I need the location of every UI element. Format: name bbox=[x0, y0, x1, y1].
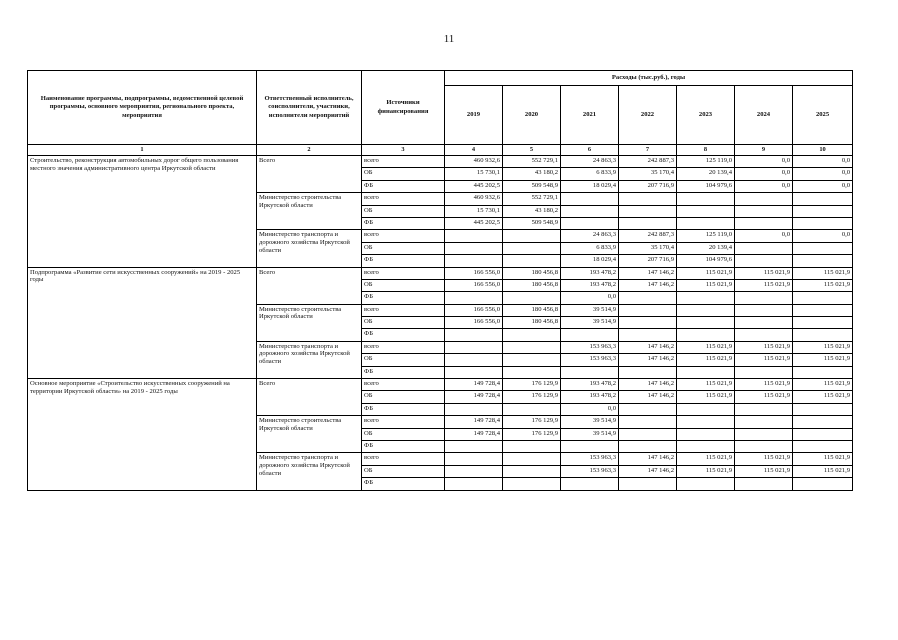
amount-cell: 180 456,8 bbox=[503, 317, 561, 329]
amount-cell: 24 863,3 bbox=[561, 230, 619, 242]
amount-cell bbox=[561, 329, 619, 341]
amount-cell bbox=[619, 217, 677, 229]
header-year: 2025 bbox=[793, 86, 853, 145]
amount-cell: 176 129,9 bbox=[503, 416, 561, 428]
amount-cell: 115 021,9 bbox=[793, 391, 853, 403]
amount-cell: 166 556,0 bbox=[445, 279, 503, 291]
amount-cell bbox=[793, 478, 853, 490]
responsible-executor: Министерство строительства Иркутской области bbox=[257, 193, 362, 230]
amount-cell: 147 146,2 bbox=[619, 279, 677, 291]
amount-cell: 18 029,4 bbox=[561, 180, 619, 192]
column-number: 2 bbox=[257, 145, 362, 156]
amount-cell bbox=[735, 292, 793, 304]
amount-cell bbox=[445, 366, 503, 378]
amount-cell: 0,0 bbox=[735, 156, 793, 168]
amount-cell bbox=[735, 440, 793, 452]
header-year: 2019 bbox=[445, 86, 503, 145]
amount-cell: 35 170,4 bbox=[619, 242, 677, 254]
responsible-executor: Министерство строительства Иркутской области bbox=[257, 304, 362, 341]
table-row bbox=[28, 156, 853, 168]
column-number: 8 bbox=[677, 145, 735, 156]
column-number: 4 bbox=[445, 145, 503, 156]
amount-cell bbox=[445, 354, 503, 366]
funding-source: всего bbox=[362, 304, 445, 316]
amount-cell: 207 716,9 bbox=[619, 180, 677, 192]
page-number: 11 bbox=[443, 33, 455, 45]
funding-source: всего bbox=[362, 156, 445, 168]
amount-cell bbox=[561, 193, 619, 205]
amount-cell: 115 021,9 bbox=[677, 279, 735, 291]
amount-cell bbox=[735, 193, 793, 205]
amount-cell: 43 180,2 bbox=[503, 168, 561, 180]
amount-cell bbox=[793, 205, 853, 217]
amount-cell: 115 021,9 bbox=[735, 341, 793, 353]
amount-cell: 176 129,9 bbox=[503, 379, 561, 391]
amount-cell bbox=[793, 304, 853, 316]
amount-cell bbox=[445, 341, 503, 353]
amount-cell: 115 021,9 bbox=[793, 267, 853, 279]
amount-cell bbox=[619, 366, 677, 378]
amount-cell bbox=[445, 465, 503, 477]
amount-cell: 242 887,3 bbox=[619, 156, 677, 168]
amount-cell bbox=[619, 317, 677, 329]
responsible-executor: Всего bbox=[257, 379, 362, 416]
amount-cell bbox=[735, 242, 793, 254]
amount-cell: 147 146,2 bbox=[619, 267, 677, 279]
amount-cell: 193 478,2 bbox=[561, 379, 619, 391]
responsible-executor: Министерство транспорта и дорожного хозяйства Иркутской области bbox=[257, 341, 362, 378]
budget-body bbox=[28, 156, 853, 491]
amount-cell bbox=[561, 478, 619, 490]
amount-cell: 153 963,3 bbox=[561, 341, 619, 353]
amount-cell bbox=[503, 292, 561, 304]
amount-cell bbox=[735, 317, 793, 329]
amount-cell bbox=[793, 255, 853, 267]
amount-cell bbox=[503, 465, 561, 477]
amount-cell bbox=[445, 478, 503, 490]
amount-cell: 0,0 bbox=[793, 156, 853, 168]
amount-cell: 115 021,9 bbox=[793, 453, 853, 465]
responsible-executor: Министерство транспорта и дорожного хозяйства Иркутской области bbox=[257, 453, 362, 490]
amount-cell bbox=[793, 242, 853, 254]
amount-cell: 24 863,3 bbox=[561, 156, 619, 168]
amount-cell: 147 146,2 bbox=[619, 341, 677, 353]
funding-source: ФБ bbox=[362, 478, 445, 490]
responsible-executor: Всего bbox=[257, 267, 362, 304]
amount-cell bbox=[503, 366, 561, 378]
amount-cell bbox=[735, 416, 793, 428]
amount-cell: 0,0 bbox=[735, 180, 793, 192]
funding-source: всего bbox=[362, 453, 445, 465]
amount-cell: 147 146,2 bbox=[619, 465, 677, 477]
amount-cell: 0,0 bbox=[735, 168, 793, 180]
amount-cell: 6 833,9 bbox=[561, 242, 619, 254]
funding-source: ФБ bbox=[362, 180, 445, 192]
amount-cell bbox=[735, 205, 793, 217]
amount-cell: 104 979,6 bbox=[677, 255, 735, 267]
amount-cell bbox=[561, 366, 619, 378]
amount-cell: 0,0 bbox=[735, 230, 793, 242]
amount-cell: 0,0 bbox=[793, 168, 853, 180]
amount-cell bbox=[793, 292, 853, 304]
amount-cell: 147 146,2 bbox=[619, 391, 677, 403]
header-expenses-title: Расходы (тыс.руб.), годы bbox=[445, 71, 853, 86]
header-year: 2023 bbox=[677, 86, 735, 145]
funding-source: ОБ bbox=[362, 317, 445, 329]
program-name: Основное мероприятие «Строительство искусственных сооружений на территории Иркутской области» на 2019 - 2025 годы bbox=[28, 379, 257, 491]
amount-cell: 115 021,9 bbox=[735, 391, 793, 403]
amount-cell: 149 728,4 bbox=[445, 379, 503, 391]
amount-cell bbox=[793, 329, 853, 341]
amount-cell bbox=[619, 428, 677, 440]
amount-cell bbox=[619, 478, 677, 490]
amount-cell: 20 139,4 bbox=[677, 242, 735, 254]
amount-cell bbox=[503, 341, 561, 353]
amount-cell bbox=[677, 193, 735, 205]
amount-cell bbox=[619, 403, 677, 415]
amount-cell: 147 146,2 bbox=[619, 453, 677, 465]
amount-cell: 115 021,9 bbox=[793, 379, 853, 391]
funding-source: всего bbox=[362, 416, 445, 428]
amount-cell: 193 478,2 bbox=[561, 279, 619, 291]
amount-cell bbox=[619, 440, 677, 452]
funding-source: ОБ bbox=[362, 205, 445, 217]
amount-cell: 15 730,1 bbox=[445, 168, 503, 180]
column-number: 5 bbox=[503, 145, 561, 156]
amount-cell: 460 932,6 bbox=[445, 156, 503, 168]
funding-source: ОБ bbox=[362, 428, 445, 440]
amount-cell: 18 029,4 bbox=[561, 255, 619, 267]
amount-cell bbox=[561, 205, 619, 217]
funding-source: ОБ bbox=[362, 391, 445, 403]
amount-cell: 115 021,9 bbox=[793, 341, 853, 353]
amount-cell: 149 728,4 bbox=[445, 428, 503, 440]
amount-cell bbox=[561, 440, 619, 452]
amount-cell: 115 021,9 bbox=[677, 379, 735, 391]
amount-cell bbox=[619, 329, 677, 341]
amount-cell: 115 021,9 bbox=[735, 465, 793, 477]
funding-source: всего bbox=[362, 193, 445, 205]
amount-cell: 104 979,6 bbox=[677, 180, 735, 192]
amount-cell bbox=[793, 317, 853, 329]
amount-cell bbox=[735, 255, 793, 267]
header-source-column: Источники финансирования bbox=[362, 71, 445, 145]
amount-cell: 552 729,1 bbox=[503, 156, 561, 168]
amount-cell: 15 730,1 bbox=[445, 205, 503, 217]
funding-source: всего bbox=[362, 267, 445, 279]
amount-cell bbox=[677, 478, 735, 490]
amount-cell bbox=[793, 403, 853, 415]
amount-cell: 166 556,0 bbox=[445, 267, 503, 279]
amount-cell: 115 021,9 bbox=[677, 453, 735, 465]
amount-cell: 147 146,2 bbox=[619, 379, 677, 391]
funding-source: ОБ bbox=[362, 465, 445, 477]
amount-cell bbox=[503, 440, 561, 452]
header-responsible-column: Ответственный исполнитель, соисполнители, участники, исполнители мероприятий bbox=[257, 71, 362, 145]
amount-cell bbox=[735, 428, 793, 440]
amount-cell: 445 202,5 bbox=[445, 180, 503, 192]
amount-cell: 39 514,9 bbox=[561, 317, 619, 329]
amount-cell bbox=[677, 205, 735, 217]
amount-cell bbox=[735, 366, 793, 378]
amount-cell: 166 556,0 bbox=[445, 304, 503, 316]
funding-source: ФБ bbox=[362, 217, 445, 229]
amount-cell: 153 963,3 bbox=[561, 453, 619, 465]
amount-cell bbox=[445, 440, 503, 452]
amount-cell bbox=[619, 205, 677, 217]
amount-cell bbox=[503, 478, 561, 490]
amount-cell bbox=[503, 255, 561, 267]
amount-cell: 0,0 bbox=[561, 403, 619, 415]
amount-cell bbox=[793, 440, 853, 452]
amount-cell bbox=[503, 329, 561, 341]
table-row bbox=[28, 379, 853, 391]
header-year: 2022 bbox=[619, 86, 677, 145]
amount-cell: 149 728,4 bbox=[445, 391, 503, 403]
amount-cell bbox=[677, 428, 735, 440]
responsible-executor: Министерство транспорта и дорожного хозяйства Иркутской области bbox=[257, 230, 362, 267]
amount-cell: 20 139,4 bbox=[677, 168, 735, 180]
amount-cell: 6 833,9 bbox=[561, 168, 619, 180]
amount-cell: 149 728,4 bbox=[445, 416, 503, 428]
amount-cell: 115 021,9 bbox=[735, 279, 793, 291]
funding-source: ФБ bbox=[362, 292, 445, 304]
funding-source: всего bbox=[362, 341, 445, 353]
funding-source: всего bbox=[362, 379, 445, 391]
amount-cell: 115 021,9 bbox=[735, 267, 793, 279]
amount-cell bbox=[561, 217, 619, 229]
funding-source: ОБ bbox=[362, 168, 445, 180]
amount-cell: 0,0 bbox=[561, 292, 619, 304]
table-row bbox=[28, 267, 853, 279]
amount-cell: 115 021,9 bbox=[677, 267, 735, 279]
amount-cell: 115 021,9 bbox=[735, 453, 793, 465]
amount-cell: 115 021,9 bbox=[735, 354, 793, 366]
amount-cell: 509 548,9 bbox=[503, 217, 561, 229]
amount-cell: 0,0 bbox=[793, 230, 853, 242]
amount-cell bbox=[793, 428, 853, 440]
funding-source: ФБ bbox=[362, 366, 445, 378]
amount-cell: 115 021,9 bbox=[677, 465, 735, 477]
amount-cell: 0,0 bbox=[793, 180, 853, 192]
amount-cell: 39 514,9 bbox=[561, 416, 619, 428]
funding-source: ОБ bbox=[362, 279, 445, 291]
amount-cell: 35 170,4 bbox=[619, 168, 677, 180]
amount-cell: 460 932,6 bbox=[445, 193, 503, 205]
column-number: 7 bbox=[619, 145, 677, 156]
amount-cell bbox=[677, 304, 735, 316]
amount-cell: 242 887,3 bbox=[619, 230, 677, 242]
responsible-executor: Министерство строительства Иркутской области bbox=[257, 416, 362, 453]
funding-source: ФБ bbox=[362, 255, 445, 267]
amount-cell bbox=[445, 255, 503, 267]
amount-cell bbox=[735, 217, 793, 229]
amount-cell: 115 021,9 bbox=[793, 465, 853, 477]
amount-cell bbox=[619, 416, 677, 428]
amount-cell: 115 021,9 bbox=[735, 379, 793, 391]
amount-cell: 176 129,9 bbox=[503, 391, 561, 403]
funding-source: ФБ bbox=[362, 329, 445, 341]
amount-cell bbox=[619, 292, 677, 304]
amount-cell bbox=[677, 292, 735, 304]
program-name: Строительство, реконструкция автомобильных дорог общего пользования местного значения административного центра Иркутской области bbox=[28, 156, 257, 268]
amount-cell bbox=[677, 317, 735, 329]
amount-cell: 147 146,2 bbox=[619, 354, 677, 366]
amount-cell: 115 021,9 bbox=[677, 354, 735, 366]
budget-table bbox=[27, 70, 853, 491]
amount-cell: 552 729,1 bbox=[503, 193, 561, 205]
amount-cell: 115 021,9 bbox=[677, 341, 735, 353]
column-number: 10 bbox=[793, 145, 853, 156]
amount-cell bbox=[677, 217, 735, 229]
amount-cell bbox=[503, 354, 561, 366]
amount-cell bbox=[445, 242, 503, 254]
amount-cell: 193 478,2 bbox=[561, 267, 619, 279]
header-year: 2021 bbox=[561, 86, 619, 145]
header-year: 2020 bbox=[503, 86, 561, 145]
amount-cell bbox=[503, 453, 561, 465]
amount-cell bbox=[445, 403, 503, 415]
amount-cell: 166 556,0 bbox=[445, 317, 503, 329]
amount-cell: 445 202,5 bbox=[445, 217, 503, 229]
column-number: 6 bbox=[561, 145, 619, 156]
amount-cell bbox=[619, 193, 677, 205]
amount-cell bbox=[677, 440, 735, 452]
column-number: 9 bbox=[735, 145, 793, 156]
amount-cell bbox=[445, 329, 503, 341]
column-number: 1 bbox=[28, 145, 257, 156]
amount-cell bbox=[793, 217, 853, 229]
amount-cell bbox=[503, 242, 561, 254]
amount-cell bbox=[735, 403, 793, 415]
amount-cell bbox=[677, 366, 735, 378]
funding-source: всего bbox=[362, 230, 445, 242]
amount-cell: 125 119,0 bbox=[677, 156, 735, 168]
funding-source: ФБ bbox=[362, 403, 445, 415]
amount-cell: 153 963,3 bbox=[561, 465, 619, 477]
amount-cell: 180 456,8 bbox=[503, 304, 561, 316]
header-year: 2024 bbox=[735, 86, 793, 145]
header-name-column: Наименование программы, подпрограммы, ведомственной целевой программы, основного мероприятия, регионального проекта, мероприятия bbox=[28, 71, 257, 145]
column-number: 3 bbox=[362, 145, 445, 156]
amount-cell: 207 716,9 bbox=[619, 255, 677, 267]
amount-cell bbox=[793, 416, 853, 428]
amount-cell: 115 021,9 bbox=[793, 279, 853, 291]
amount-cell bbox=[793, 193, 853, 205]
amount-cell: 39 514,9 bbox=[561, 304, 619, 316]
amount-cell bbox=[445, 230, 503, 242]
program-name: Подпрограмма «Развитие сети искусственных сооружений» на 2019 - 2025 годы bbox=[28, 267, 257, 379]
amount-cell: 115 021,9 bbox=[793, 354, 853, 366]
amount-cell bbox=[445, 453, 503, 465]
amount-cell: 125 119,0 bbox=[677, 230, 735, 242]
amount-cell: 180 456,8 bbox=[503, 279, 561, 291]
amount-cell: 193 478,2 bbox=[561, 391, 619, 403]
amount-cell: 153 963,3 bbox=[561, 354, 619, 366]
amount-cell: 509 548,9 bbox=[503, 180, 561, 192]
amount-cell bbox=[503, 230, 561, 242]
amount-cell: 39 514,9 bbox=[561, 428, 619, 440]
amount-cell: 180 456,8 bbox=[503, 267, 561, 279]
amount-cell: 115 021,9 bbox=[677, 391, 735, 403]
responsible-executor: Всего bbox=[257, 156, 362, 193]
amount-cell bbox=[677, 403, 735, 415]
funding-source: ОБ bbox=[362, 354, 445, 366]
amount-cell: 43 180,2 bbox=[503, 205, 561, 217]
amount-cell bbox=[445, 292, 503, 304]
amount-cell bbox=[503, 403, 561, 415]
amount-cell bbox=[793, 366, 853, 378]
amount-cell bbox=[677, 329, 735, 341]
amount-cell bbox=[735, 478, 793, 490]
amount-cell bbox=[619, 304, 677, 316]
amount-cell bbox=[735, 304, 793, 316]
funding-source: ФБ bbox=[362, 440, 445, 452]
funding-source: ОБ bbox=[362, 242, 445, 254]
amount-cell bbox=[735, 329, 793, 341]
amount-cell bbox=[677, 416, 735, 428]
amount-cell: 176 129,9 bbox=[503, 428, 561, 440]
